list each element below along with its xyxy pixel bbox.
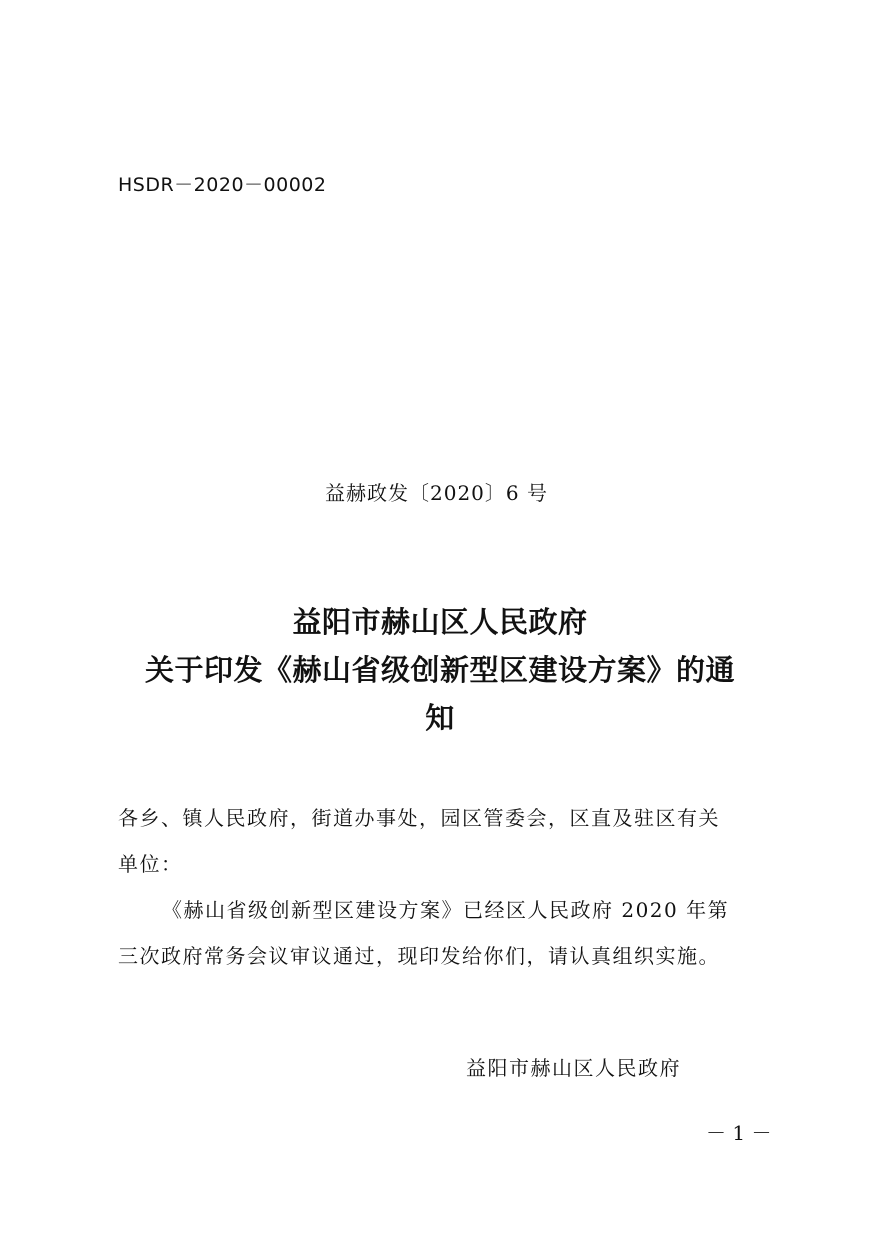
- title-line-1: 益阳市赫山区人民政府: [292, 605, 588, 639]
- recipients-line-2: 单位：: [118, 852, 183, 876]
- body-paragraph-line-1: 《赫山省级创新型区建设方案》已经区人民政府 2020 年第: [162, 898, 730, 922]
- issuer-signature: 益阳市赫山区人民政府: [466, 1056, 681, 1080]
- document-code: HSDR－2020－00002: [118, 174, 327, 196]
- document-title: [110, 598, 770, 742]
- title-line-3: 知: [425, 701, 455, 735]
- page-number: － 1 －: [706, 1121, 772, 1145]
- recipients-line-1: 各乡、镇人民政府，街道办事处，园区管委会，区直及驻区有关: [118, 806, 720, 830]
- title-line-2: 关于印发《赫山省级创新型区建设方案》的通: [144, 653, 735, 687]
- body-paragraph-line-2: 三次政府常务会议审议通过，现印发给你们，请认真组织实施。: [118, 944, 720, 968]
- document-number: 益赫政发〔2020〕6 号: [325, 481, 548, 505]
- document-body: [118, 795, 768, 979]
